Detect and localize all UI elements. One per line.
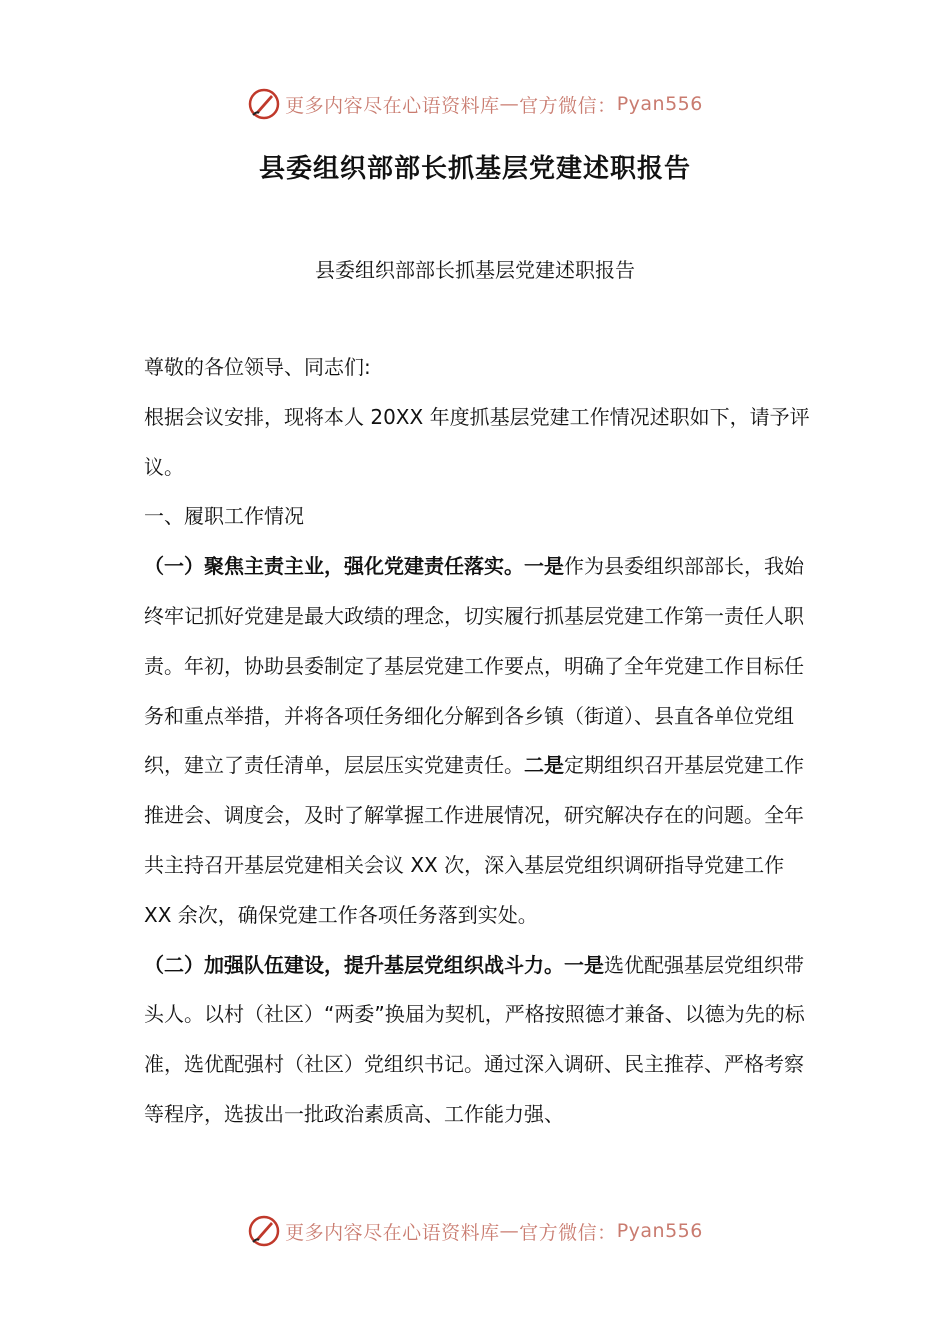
banner-wechat-id: Pyan556 xyxy=(616,1220,703,1242)
banner-text: 更多内容尽在心语资料库 xyxy=(285,1221,500,1244)
paragraph-1-mark-1: 一是 xyxy=(524,554,564,579)
section-heading: 一、履职工作情况 xyxy=(144,504,304,529)
quill-logo-icon xyxy=(247,1214,281,1248)
banner-text: 更多内容尽在心语资料库 xyxy=(285,94,500,117)
document-body xyxy=(144,343,816,1140)
paragraph-2-mark-1: 一是 xyxy=(564,952,604,977)
banner-wechat-label: 官方微信： xyxy=(519,1221,617,1244)
banner-dash: — xyxy=(499,93,520,115)
greeting: 尊敬的各位领导、同志们: xyxy=(144,355,371,379)
paragraph-1-text-2: 定期组织召开基层党建工作推进会、调度会，及时了解掌握工作进展情况，研究解决存在的问题。全年共主持召开基层党建相关会议 XX 次，深入基层党组织调研指导党建工作 XX 余次，确保党建工作各项任务落到实处。 xyxy=(144,753,804,927)
paragraph-2-text-1: 选优配强基层党组织带头人。以村（社区）“两委”换届为契机，严格按照德才兼备、以德为先的标准，选优配强村（社区）党组织书记。通过深入调研、民主推荐、严格考察等程序，选拔出一批政治素质高、工作能力强、 xyxy=(144,952,805,1126)
quill-logo-icon xyxy=(247,87,281,121)
paragraph-1-mark-2: 二是 xyxy=(524,753,564,778)
header-watermark-banner xyxy=(0,84,950,124)
paragraph-1 xyxy=(144,542,816,940)
paragraph-2-lead: （二）加强队伍建设，提升基层党组织战斗力。 xyxy=(144,952,564,977)
paragraph-1-text-1: 作为县委组织部部长，我始终牢记抓好党建是最大政绩的理念，切实履行抓基层党建工作第一责任人职责。年初，协助县委制定了基层党建工作要点，明确了全年党建工作目标任务和重点举措，并将各项任务细化分解到各乡镇（街道）、县直各单位党组织，建立了责任清单，层层压实党建责任。 xyxy=(144,554,804,778)
banner-wechat-id: Pyan556 xyxy=(616,93,703,115)
banner-wechat-label: 官方微信： xyxy=(519,94,617,117)
footer-watermark-banner xyxy=(0,1211,950,1251)
paragraph-2 xyxy=(144,941,816,1140)
document-title: 县委组织部部长抓基层党建述职报告 xyxy=(258,154,691,184)
paragraph-1-lead: （一）聚焦主责主业，强化党建责任落实。 xyxy=(144,554,524,579)
document-subtitle: 县委组织部部长抓基层党建述职报告 xyxy=(315,258,635,282)
intro-paragraph: 根据会议安排，现将本人 20XX 年度抓基层党建工作情况述职如下，请予评议。 xyxy=(144,404,810,479)
banner-dash: — xyxy=(499,1220,520,1242)
